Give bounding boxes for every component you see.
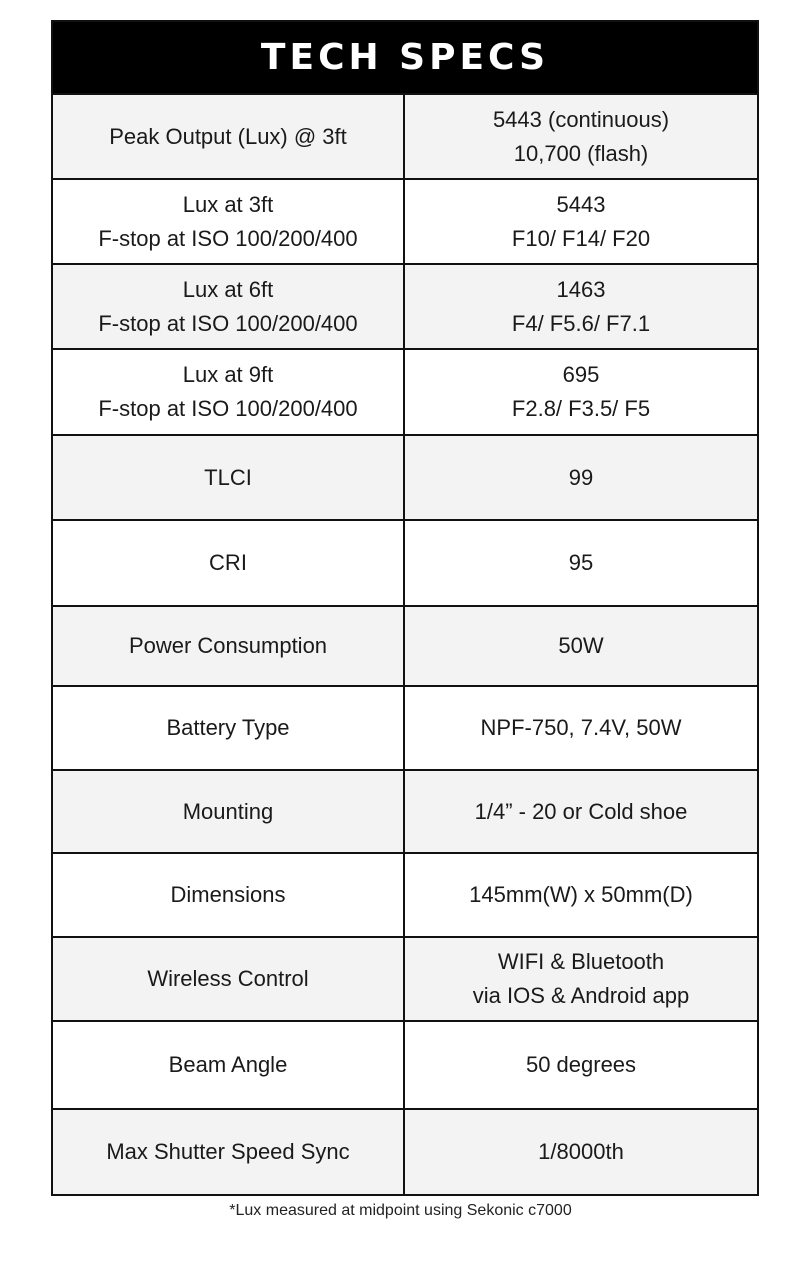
spec-value: 695 F2.8/ F3.5/ F5 bbox=[511, 362, 651, 421]
spec-row-shutter-sync bbox=[53, 1110, 757, 1194]
spec-row-dimensions bbox=[53, 854, 757, 938]
spec-row-peak-output bbox=[53, 95, 757, 180]
spec-row-wireless bbox=[53, 938, 757, 1022]
spec-row-lux-3ft bbox=[53, 180, 757, 265]
spec-value: 50 degrees bbox=[525, 1052, 637, 1077]
tech-specs-table bbox=[51, 20, 759, 1196]
spec-label: Dimensions bbox=[53, 854, 405, 936]
table-title: TECH SPECS bbox=[53, 22, 757, 95]
spec-label: Beam Angle bbox=[53, 1022, 405, 1108]
spec-row-lux-9ft bbox=[53, 350, 757, 436]
spec-row-lux-6ft bbox=[53, 265, 757, 350]
spec-value: 1/4” - 20 or Cold shoe bbox=[474, 798, 688, 824]
spec-row-power bbox=[53, 607, 757, 687]
footnote: *Lux measured at midpoint using Sekonic c7000 bbox=[229, 1202, 572, 1219]
spec-value: 5443 F10/ F14/ F20 bbox=[511, 191, 651, 251]
spec-value: 1463 F4/ F5.6/ F7.1 bbox=[511, 276, 651, 336]
spec-row-tlci bbox=[53, 436, 757, 521]
spec-label: Lux at 3ft F-stop at ISO 100/200/400 bbox=[53, 180, 405, 263]
spec-label: Max Shutter Speed Sync bbox=[53, 1110, 405, 1194]
spec-label: Lux at 9ft F-stop at ISO 100/200/400 bbox=[53, 350, 405, 434]
spec-label: Battery Type bbox=[53, 687, 405, 769]
spec-value: 145mm(W) x 50mm(D) bbox=[469, 882, 693, 907]
spec-value: NPF-750, 7.4V, 50W bbox=[480, 715, 682, 740]
spec-value: 95 bbox=[568, 550, 594, 575]
spec-row-battery bbox=[53, 687, 757, 771]
spec-row-beam-angle bbox=[53, 1022, 757, 1110]
spec-value: 99 bbox=[568, 464, 594, 490]
spec-label: Mounting bbox=[53, 771, 405, 852]
spec-value: 5443 (continuous) 10,700 (flash) bbox=[492, 106, 670, 166]
spec-label: Power Consumption bbox=[53, 607, 405, 685]
spec-label: Wireless Control bbox=[53, 938, 405, 1020]
spec-row-cri bbox=[53, 521, 757, 607]
spec-value: 50W bbox=[558, 633, 604, 658]
spec-label: TLCI bbox=[53, 436, 405, 519]
spec-value: WIFI & Bluetooth via IOS & Android app bbox=[472, 949, 690, 1008]
spec-label: Lux at 6ft F-stop at ISO 100/200/400 bbox=[53, 265, 405, 348]
spec-label: Peak Output (Lux) @ 3ft bbox=[53, 95, 405, 178]
spec-row-mounting bbox=[53, 771, 757, 854]
spec-value: 1/8000th bbox=[538, 1139, 624, 1164]
spec-label: CRI bbox=[53, 521, 405, 605]
